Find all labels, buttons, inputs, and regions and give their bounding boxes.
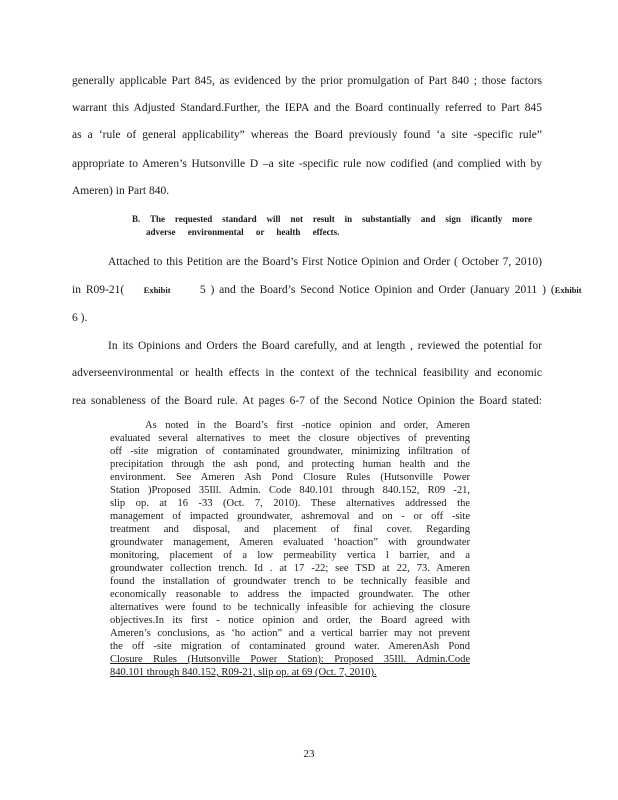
exhibit-label: Exhibit [143, 285, 171, 295]
quote-line: slip op. at 16 -33 (Oct. 7, 2010). These alternatives addressed the [110, 498, 470, 509]
exhibit-label: Exhibit [554, 285, 582, 295]
body-line [72, 283, 582, 297]
quote-line: objectives.In its first - notice opinion and order, the Board agreed with [110, 615, 470, 626]
body-line: Ameren) in Part 840. [72, 185, 170, 197]
body-line: adverseenvironmental or health effects in the context of the technical feasibility and economic [72, 367, 542, 379]
quote-line: monitoring, placement of a low permeability vertica l barrier, and a [110, 550, 470, 561]
body-line: In its Opinions and Orders the Board carefully, and at length , reviewed the potential for [108, 340, 542, 352]
section-heading: adverse environmental or health effects. [146, 227, 340, 237]
body-line: generally applicable Part 845, as evidenced by the prior promulgation of Part 840 ; those factors [72, 75, 542, 87]
quote-line: Station )Proposed 35Ill. Admin. Code 840.101 through 840.152, R09 -21, [110, 485, 470, 496]
quote-line: the off -site migration of contaminated ground water. AmerenAsh Pond [110, 641, 470, 652]
section-heading: B. The requested standard will not result in substantially and sign ificantly more [132, 214, 532, 224]
quote-line [110, 667, 470, 679]
quote-line: treatment and disposal, and placement of final cover. Regarding [110, 524, 470, 535]
quote-line: found the installation of groundwater trench to be technically feasible and [110, 576, 470, 587]
body-text: 5 ) and the Board’s Second Notice Opinion and Order (January 2011 ) ( [199, 284, 555, 296]
quote-line: alternatives were found to be technically infeasible for achieving the closure [110, 602, 470, 613]
quote-citation: 840.101 through 840.152, R09-21, slip op. at 69 (Oct. 7, 2010). [110, 667, 377, 678]
quote-line: Closure Rules (Hutsonville Power Station): Proposed 35Ill. Admin.Code [110, 654, 470, 665]
quote-line: evaluated several alternatives to meet the closure objectives of preventing [110, 433, 470, 444]
quote-line: economically reasonable to address the impacted groundwater. The other [110, 589, 470, 600]
body-line: appropriate to Ameren’s Hutsonville D –a site -specific rule now codified (and complied with by [72, 158, 542, 170]
body-line: 6 ). [72, 312, 88, 324]
quote-line: off -site migration of contaminated groundwater, minimizing infiltration of [110, 446, 470, 457]
page-number: 23 [303, 748, 315, 760]
quote-line: environment. See Ameren Ash Pond Closure Rules (Hutsonville Power [110, 472, 470, 483]
body-text: in R09-21( [72, 284, 125, 296]
body-line: Attached to this Petition are the Board’s First Notice Opinion and Order ( October 7, 2010) [108, 256, 542, 268]
quote-line: Ameren’s conclusions, as ‘ho action” and a vertical barrier may not prevent [110, 628, 470, 639]
body-line: warrant this Adjusted Standard.Further, the IEPA and the Board continually referred to Part 845 [72, 102, 542, 114]
quote-line: As noted in the Board’s first -notice opinion and order, Ameren [145, 420, 470, 431]
quote-line: precipitation through the ash pond, and protecting human health and the [110, 459, 470, 470]
quote-line: groundwater collection trench. Id . at 17 -22; see TSD at 22, 73. Ameren [110, 563, 470, 574]
quote-line: management of impacted groundwater, ashremoval and on - or off -site [110, 511, 470, 522]
quote-line: groundwater management, Ameren evaluated ‘hoaction” with groundwater [110, 537, 470, 548]
body-line: rea sonableness of the Board rule. At pages 6-7 of the Second Notice Opinion the Board stated: [72, 395, 542, 407]
body-line: as a ‘rule of general applicability” whereas the Board previously found ‘a site -specific rule” [72, 129, 542, 141]
